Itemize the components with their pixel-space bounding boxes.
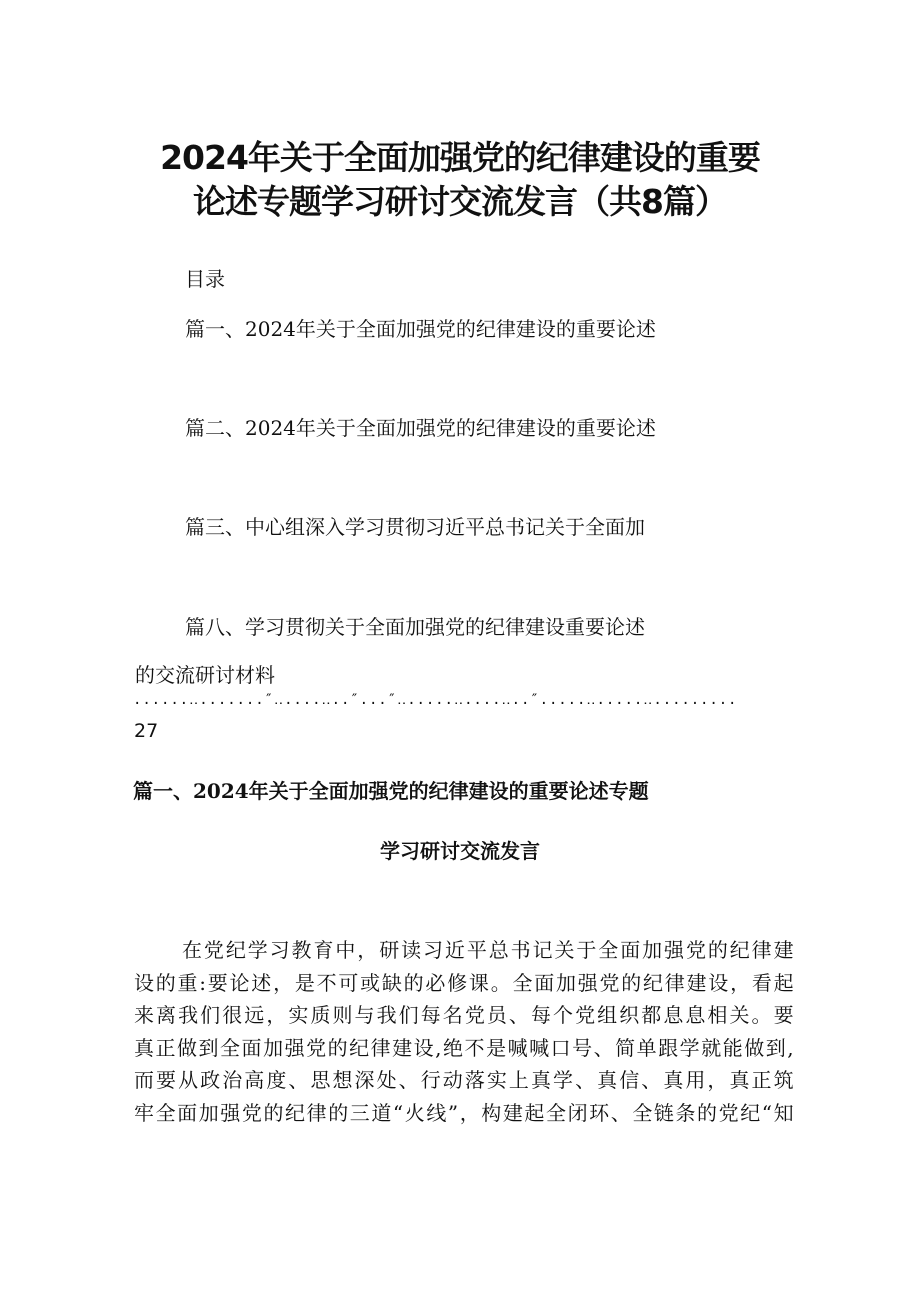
toc-item-3[interactable]: 篇三、中心组深入学习贯彻习近平总书记关于全面加 — [185, 515, 645, 539]
toc-item-8[interactable]: 篇八、学习贯彻关于全面加强党的纪律建设重要论述 — [185, 615, 645, 639]
paragraph-line: 设的重:要论述，是不可或缺的必修课。全面加强党的纪律建设，看起 — [134, 970, 794, 995]
toc-item-1[interactable]: 篇一、2024年关于全面加强党的纪律建设的重要论述 — [185, 317, 656, 341]
body-paragraph — [134, 934, 794, 1129]
section-subheading: 学习研讨交流发言 — [380, 839, 540, 863]
paragraph-line: 而要从政治高度、思想深处、行动落实上真学、真信、真用，真正筑 — [134, 1068, 794, 1092]
paragraph-line: 在党纪学习教育中，研读习近平总书记关于全面加强党的纪律建 — [182, 938, 794, 962]
toc-dot-leader: ......‥.......″‥....‥..″...″‥.....‥....‥..″.....‥.....‥......... — [133, 692, 738, 708]
toc-heading: 目录 — [185, 267, 225, 291]
document-title-line-1: 2024年关于全面加强党的纪律建设的重要 — [160, 138, 760, 177]
toc-page-number: 27 — [134, 720, 159, 742]
toc-item-2[interactable]: 篇二、2024年关于全面加强党的纪律建设的重要论述 — [185, 416, 656, 440]
document-title-line-2: 论述专题学习研讨交流发言（共8篇） — [193, 182, 727, 221]
paragraph-line: 来离我们很远，实质则与我们每名党员、每个党组织都息息相关。要 — [134, 1003, 794, 1027]
section-heading: 篇一、2024年关于全面加强党的纪律建设的重要论述专题 — [133, 779, 649, 803]
paragraph-line: 牢全面加强党的纪律的三道“火线”，构建起全闭环、全链条的党纪“知 — [134, 1100, 794, 1125]
paragraph-line: 真正做到全面加强党的纪律建设,绝不是喊喊口号、简单跟学就能做到, — [134, 1035, 794, 1060]
toc-item-8-continuation[interactable]: 的交流研讨材料 — [135, 663, 275, 687]
